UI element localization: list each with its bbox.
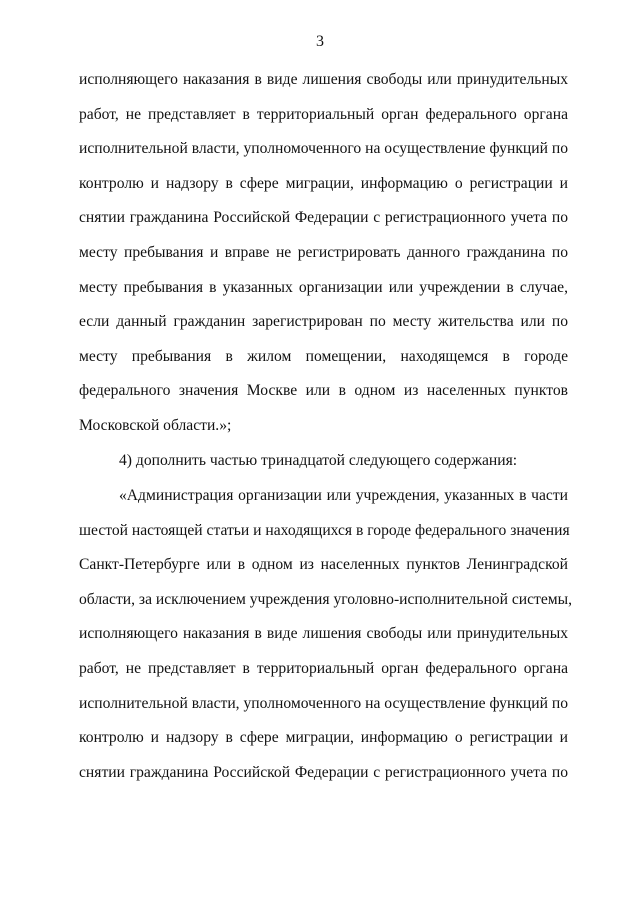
text-line: снятии гражданина Российской Федерации с регистрационного учета по bbox=[79, 209, 568, 227]
paragraph-continuation bbox=[79, 70, 568, 451]
text-line: шестой настоящей статьи и находящихся в городе федерального значения bbox=[79, 521, 570, 539]
text-line: исполнительной власти, уполномоченного на осуществление функций по bbox=[79, 140, 568, 158]
paragraph-amendment-item bbox=[79, 451, 568, 486]
text-line: Санкт-Петербурге или в одном из населенных пунктов Ленинградской bbox=[79, 556, 568, 574]
text-line: области, за исключением учреждения уголовно-исполнительной системы, bbox=[79, 590, 572, 608]
text-line: контролю и надзору в сфере миграции, информацию о регистрации и bbox=[79, 729, 568, 747]
text-line: месту пребывания в жилом помещении, находящемся в городе bbox=[79, 347, 568, 365]
text-line: исполняющего наказания в виде лишения свободы или принудительных bbox=[79, 625, 568, 643]
page-number: 3 bbox=[316, 33, 324, 50]
paragraph-quoted-text bbox=[79, 486, 572, 797]
text-line: снятии гражданина Российской Федерации с регистрационного учета по bbox=[79, 763, 568, 781]
text-line: если данный гражданин зарегистрирован по месту жительства или по bbox=[79, 313, 568, 331]
text-line: месту пребывания и вправе не регистрировать данного гражданина по bbox=[79, 243, 568, 261]
text-line: «Администрация организации или учреждения, указанных в части bbox=[119, 487, 568, 504]
text-line: работ, не представляет в территориальный орган федерального органа bbox=[79, 105, 568, 123]
text-line: Московской области.»; bbox=[79, 416, 232, 434]
text-line: исполняющего наказания в виде лишения свободы или принудительных bbox=[79, 71, 568, 88]
text-line: работ, не представляет в территориальный орган федерального органа bbox=[79, 659, 568, 677]
text-line: исполнительной власти, уполномоченного на осуществление функций по bbox=[79, 694, 568, 712]
text-line: 4) дополнить частью тринадцатой следующего содержания: bbox=[119, 452, 518, 469]
text-line: месту пребывания в указанных организации или учреждении в случае, bbox=[79, 278, 568, 296]
text-line: федерального значения Москве или в одном из населенных пунктов bbox=[79, 382, 568, 400]
text-line: контролю и надзору в сфере миграции, информацию о регистрации и bbox=[79, 174, 568, 192]
